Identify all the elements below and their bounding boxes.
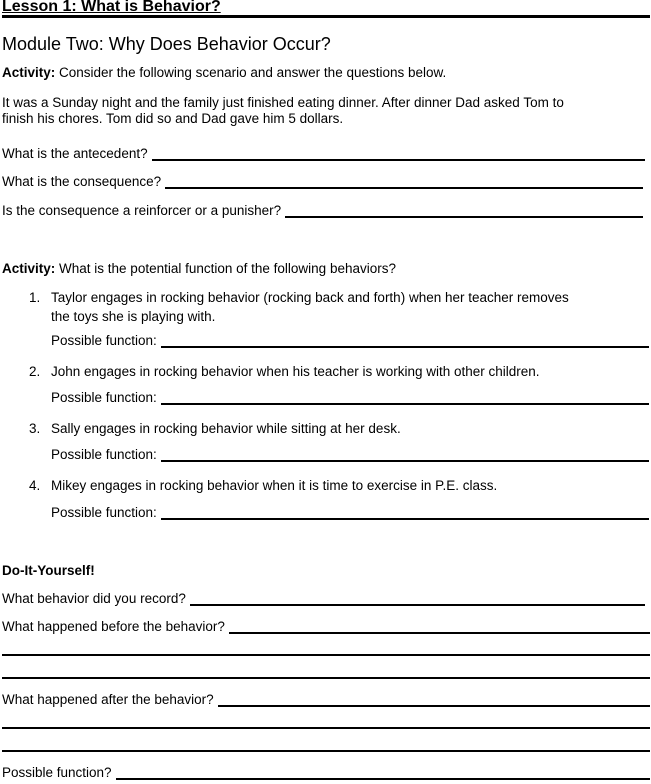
activity1-label: Activity: xyxy=(2,65,56,80)
diy-title: Do-It-Yourself! xyxy=(2,563,95,578)
scenario-line-1: It was a Sunday night and the family just finished eating dinner. After dinner Dad asked Tom to xyxy=(2,95,564,110)
after-behavior-row xyxy=(2,692,650,708)
item-text-line1: John engages in rocking behavior when his teacher is working with other children. xyxy=(51,364,540,379)
item-number: 1. xyxy=(29,290,41,305)
consequence-answer-line[interactable] xyxy=(165,187,643,189)
reinforcer-question xyxy=(2,203,643,219)
item-text-line1: Taylor engages in rocking behavior (rocking back and forth) when her teacher removes xyxy=(51,290,569,305)
possible-function-label: Possible function: xyxy=(51,333,157,348)
before-behavior-line[interactable] xyxy=(229,632,650,634)
after-behavior-line-2[interactable] xyxy=(2,727,650,729)
behavior-recorded-line[interactable] xyxy=(190,604,645,606)
before-behavior-line-3[interactable] xyxy=(2,677,650,679)
behavior-recorded-row xyxy=(2,591,645,607)
item-text-line1: Sally engages in rocking behavior while sitting at her desk. xyxy=(51,421,401,436)
scenario-line-2: finish his chores. Tom did so and Dad gave him 5 dollars. xyxy=(2,111,344,126)
diy-possible-function-line[interactable] xyxy=(116,778,650,780)
module-title: Module Two: Why Does Behavior Occur? xyxy=(2,34,331,54)
list-item xyxy=(29,288,569,326)
possible-function-label: Possible function: xyxy=(51,390,157,405)
after-behavior-line[interactable] xyxy=(218,705,650,707)
activity2-label: Activity: xyxy=(2,261,56,276)
consequence-question xyxy=(2,174,643,190)
item-number: 3. xyxy=(29,421,41,436)
item-text-line1: Mikey engages in rocking behavior when it is time to exercise in P.E. class. xyxy=(51,478,498,493)
before-behavior-label: What happened before the behavior? xyxy=(2,619,225,634)
before-behavior-row xyxy=(2,619,650,635)
possible-function-label: Possible function: xyxy=(51,447,157,462)
item-number: 2. xyxy=(29,364,41,379)
antecedent-label: What is the antecedent? xyxy=(2,146,148,161)
behavior-recorded-label: What behavior did you record? xyxy=(2,591,186,606)
function-answer-line[interactable] xyxy=(161,518,649,520)
function-answer-line[interactable] xyxy=(161,346,649,348)
after-behavior-line-3[interactable] xyxy=(2,750,650,752)
before-behavior-line-2[interactable] xyxy=(2,654,650,656)
item-text-line2: the toys she is playing with. xyxy=(51,309,216,324)
activity1-text: Consider the following scenario and answer the questions below. xyxy=(59,65,447,80)
consequence-label: What is the consequence? xyxy=(2,174,162,189)
activity2-text: What is the potential function of the following behaviors? xyxy=(59,261,396,276)
list-item xyxy=(29,476,497,495)
function-answer-row xyxy=(51,447,649,463)
reinforcer-answer-line[interactable] xyxy=(285,216,643,218)
activity1-instruction xyxy=(2,65,446,81)
list-item xyxy=(29,419,401,438)
reinforcer-label: Is the consequence a reinforcer or a punisher? xyxy=(2,203,282,218)
antecedent-answer-line[interactable] xyxy=(152,159,645,161)
list-item xyxy=(29,362,540,381)
function-answer-line[interactable] xyxy=(161,460,649,462)
function-answer-row xyxy=(51,390,649,406)
lesson-title: Lesson 1: What is Behavior? xyxy=(2,0,650,18)
diy-possible-function-label: Possible function? xyxy=(2,765,112,780)
possible-function-row xyxy=(2,765,650,781)
item-number: 4. xyxy=(29,478,41,493)
function-answer-line[interactable] xyxy=(161,403,649,405)
function-answer-row xyxy=(51,333,649,349)
function-answer-row xyxy=(51,505,649,521)
after-behavior-label: What happened after the behavior? xyxy=(2,692,214,707)
antecedent-question xyxy=(2,146,645,162)
activity2-instruction xyxy=(2,261,396,277)
possible-function-label: Possible function: xyxy=(51,505,157,520)
